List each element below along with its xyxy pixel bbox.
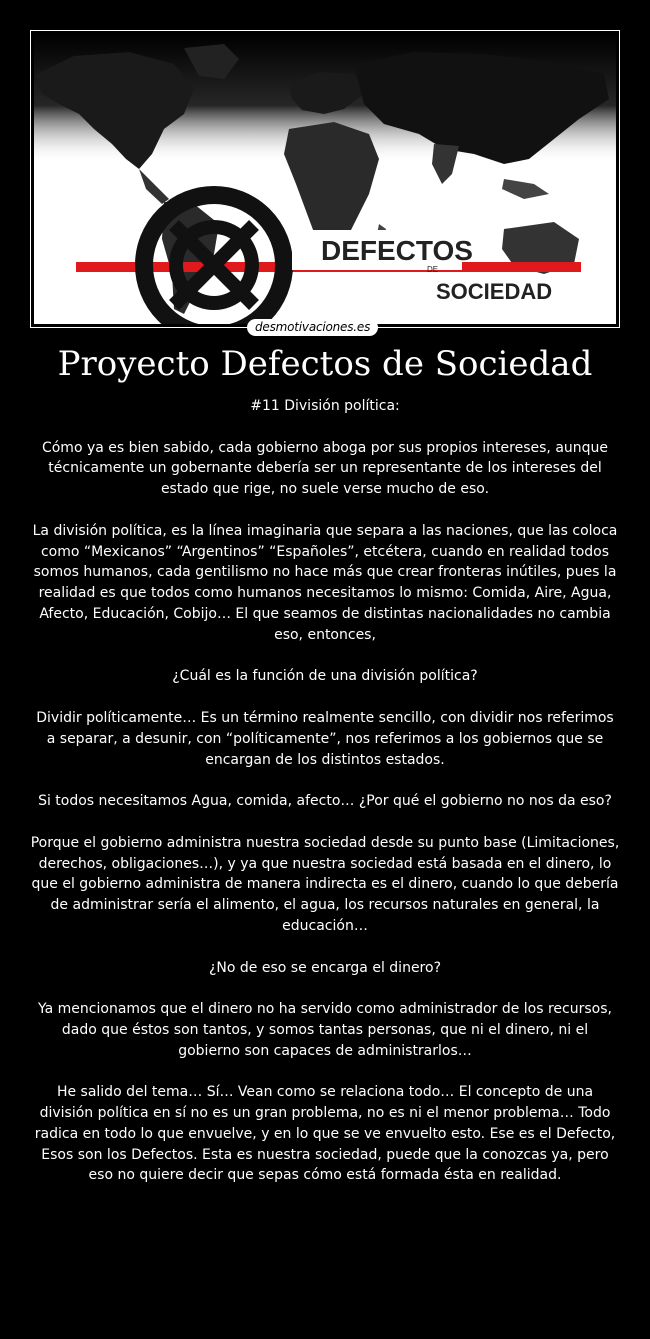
poster-frame (30, 30, 620, 328)
paragraph: Porque el gobierno administra nuestra sociedad desde su punto base (Limitaciones, derechos, obligaciones…), y ya que nuestra sociedad está basada en el dinero, lo que el gobierno administra de manera indirecta es el dinero, cuando lo que debería de administrar sería el alimento, el agua, los recursos naturales en general, la educación… (30, 834, 620, 934)
paragraph: Si todos necesitamos Agua, comida, afecto… ¿Por qué el gobierno no nos da eso? (38, 793, 612, 810)
poster-image (34, 34, 616, 324)
logo-line2: SOCIEDAD (436, 279, 553, 304)
paragraph: #11 División política: (250, 398, 400, 414)
paragraph: Cómo ya es bien sabido, cada gobierno aboga por sus propios intereses, aunque técnicamente un gobernante debería ser un representante de los intereses del estado que rige, no suele verse mucho de eso. (41, 439, 609, 498)
logo-line1: DEFECTOS (321, 235, 473, 266)
paragraph: La división política, es la línea imaginaria que separa a las naciones, que las coloca como “Mexicanos” “Argentinos” “Españoles”, etcétera, cuando en realidad todos somos humanos, cada gentilismo no hace más que crear fronteras inútiles, pues la realidad es que todos como humanos necesitamos lo mismo: Comida, Aire, Agua, Afecto, Educación, Cobijo… El que seamos de distintas nacionalidades no cambia eso, entonces, (32, 522, 618, 643)
world-map-illustration (34, 34, 616, 324)
paragraph: Ya mencionamos que el dinero no ha servido como administrador de los recursos, dado que éstos son tantos, y somos tantas personas, que ni el dinero, ni el gobierno son capaces de administrarlos… (38, 1001, 612, 1059)
body-text (30, 396, 620, 1186)
page-title: Proyecto Defectos de Sociedad (57, 344, 593, 384)
paragraph: ¿Cuál es la función de una división política? (172, 668, 478, 685)
paragraph: ¿No de eso se encarga el dinero? (209, 959, 441, 976)
paragraph: Dividir políticamente… Es un término realmente sencillo, con dividir nos referimos a separar, a desunir, con “políticamente”, nos referimos a los gobiernos que se encargan de los distintos estados. (36, 709, 614, 768)
logo-small: DE (427, 265, 439, 274)
site-watermark: desmotivaciones.es (247, 319, 378, 336)
paragraph: He salido del tema… Sí… Vean como se relaciona todo… El concepto de una división política en sí no es un gran problema, no es ni el menor problema… Todo radica en todo lo que envuelve, y en lo que se ve envuelto esto. Ese es el Defecto, Esos son los Defectos. Esta es nuestra sociedad, puede que la conozcas ya, pero eso no quiere decir que sepas cómo está formada ésta en realidad. (34, 1084, 616, 1184)
